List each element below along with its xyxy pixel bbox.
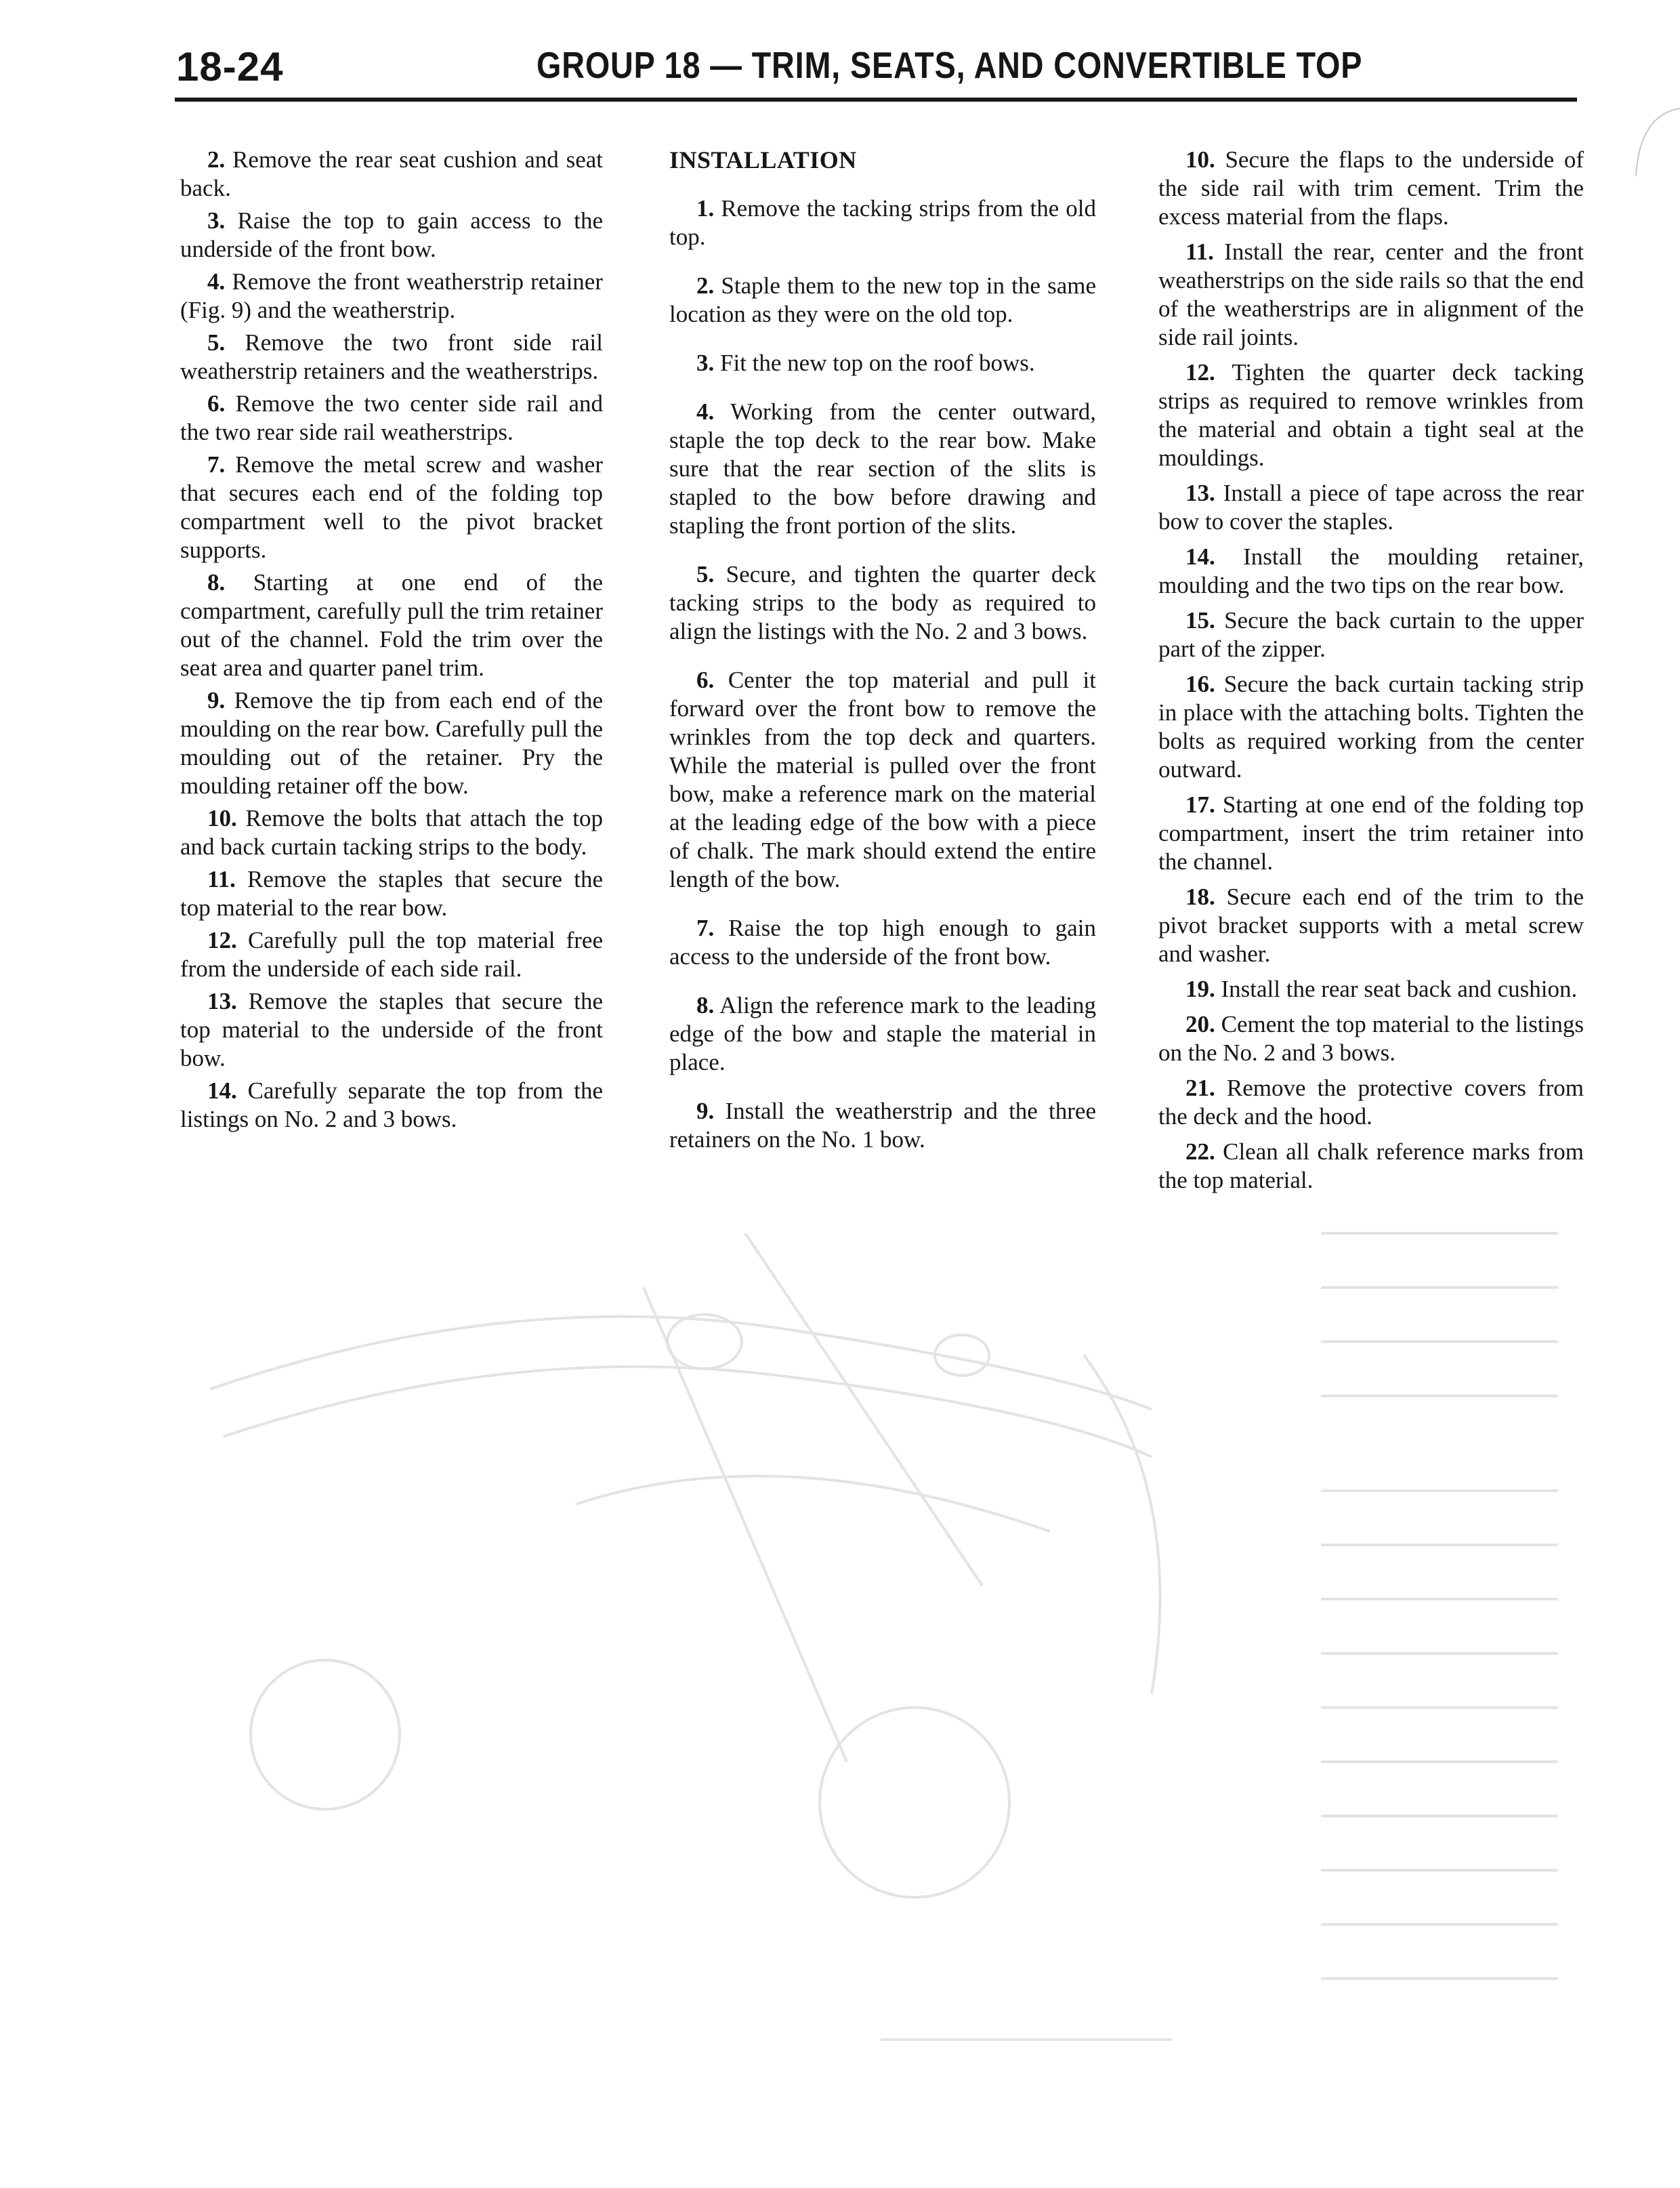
step-12: 12. Carefully pull the top material free from the underside of each side rail.	[180, 927, 604, 982]
install-step-18: 18. Secure each end of the trim to the pivot bracket supports with a metal screw and washer.	[1158, 884, 1584, 967]
install-step-16: 16. Secure the back curtain tacking strip in place with the attaching bolts. Tighten the bolts as required working from the center outward.	[1158, 671, 1584, 783]
install-step-19: 19. Install the rear seat back and cushion.	[1185, 976, 1578, 1002]
install-step-15: 15. Secure the back curtain to the upper part of the zipper.	[1158, 607, 1584, 662]
page-corner-curl	[1599, 102, 1680, 183]
installation-heading: INSTALLATION	[669, 146, 857, 173]
step-3: 3. Raise the top to gain access to the underside of the front bow.	[180, 207, 604, 262]
install-step-11: 11. Install the rear, center and the front weatherstrips on the side rails so that the end of the weatherstrips are in alignment of the side rail joints.	[1158, 239, 1584, 350]
step-6: 6. Remove the two center side rail and the two rear side rail weatherstrips.	[180, 390, 604, 445]
install-step-12: 12. Tighten the quarter deck tacking strips as required to remove wrinkles from the material and obtain a tight seal at the mouldings.	[1158, 359, 1584, 471]
step-13: 13. Remove the staples that secure the top material to the underside of the front bow.	[180, 988, 603, 1071]
install-step-14: 14. Install the moulding retainer, moulding and the two tips on the rear bow.	[1158, 543, 1584, 598]
step-7: 7. Remove the metal screw and washer that secures each end of the folding top compartment well to the pivot bracket supports.	[180, 451, 603, 563]
page-title: GROUP 18 — TRIM, SEATS, AND CONVERTIBLE TOP	[537, 44, 1363, 86]
step-8: 8. Starting at one end of the compartment, carefully pull the trim retainer out of the channel. Fold the trim over the seat area and quarter panel trim.	[180, 569, 603, 681]
install-step-4: 4. Working from the center outward, staple the top deck to the rear bow. Make sure that the rear section of the slits is stapled to the bow before drawing and stapling the front portion of the slits.	[669, 398, 1096, 539]
step-5: 5. Remove the two front side rail weatherstrip retainers and the weatherstrips.	[180, 329, 604, 384]
install-step-7: 7. Raise the top high enough to gain access to the underside of the front bow.	[669, 915, 1097, 970]
install-step-17: 17. Starting at one end of the folding top compartment, insert the trim retainer into the channel.	[1158, 791, 1584, 875]
install-step-10: 10. Secure the flaps to the underside of the side rail with trim cement. Trim the excess material from the flaps.	[1158, 146, 1584, 230]
install-step-22: 22. Clean all chalk reference marks from the top material.	[1158, 1138, 1584, 1193]
step-11: 11. Remove the staples that secure the top material to the rear bow.	[180, 866, 604, 921]
step-14: 14. Carefully separate the top from the listings on No. 2 and 3 bows.	[180, 1077, 603, 1132]
step-10: 10. Remove the bolts that attach the top and back curtain tacking strips to the body.	[180, 805, 604, 860]
step-9: 9. Remove the tip from each end of the moulding on the rear bow. Carefully pull the moulding out of the retainer. Pry the moulding retainer off the bow.	[180, 687, 604, 799]
step-2: 2. Remove the rear seat cushion and seat back.	[180, 146, 603, 201]
install-step-1: 1. Remove the tacking strips from the old top.	[669, 195, 1097, 250]
column-installation-steps	[669, 146, 1096, 1174]
install-step-8: 8. Align the reference mark to the leading edge of the bow and staple the material in place.	[669, 992, 1096, 1075]
install-step-6: 6. Center the top material and pull it forward over the front bow to remove the wrinkles from the top deck and quarters. While the material is pulled over the front bow, make a reference mark on the material at the leading edge of the bow with a piece of chalk. The mark should extend the entire length of the bow.	[669, 667, 1096, 892]
install-step-21: 21. Remove the protective covers from the deck and the hood.	[1158, 1075, 1584, 1130]
install-step-5: 5. Secure, and tighten the quarter deck tacking strips to the body as required to align the listings with the No. 2 and 3 bows.	[669, 561, 1097, 644]
install-step-2: 2. Staple them to the new top in the same location as they were on the old top.	[669, 272, 1096, 327]
column-installation-steps-continued	[1158, 146, 1584, 1201]
page-header	[176, 43, 1578, 104]
install-step-3: 3. Fit the new top on the roof bows.	[696, 350, 1035, 376]
install-step-20: 20. Cement the top material to the listings on the No. 2 and 3 bows.	[1158, 1011, 1584, 1066]
install-step-13: 13. Install a piece of tape across the rear bow to cover the staples.	[1158, 480, 1584, 535]
header-rule	[175, 98, 1577, 102]
step-4: 4. Remove the front weatherstrip retainer (Fig. 9) and the weatherstrip.	[180, 268, 603, 323]
column-removal-steps	[180, 146, 603, 1138]
bleed-through-illustration	[169, 1152, 1592, 2114]
install-step-9: 9. Install the weatherstrip and the three retainers on the No. 1 bow.	[669, 1098, 1097, 1153]
page-number: 18-24	[176, 44, 284, 89]
